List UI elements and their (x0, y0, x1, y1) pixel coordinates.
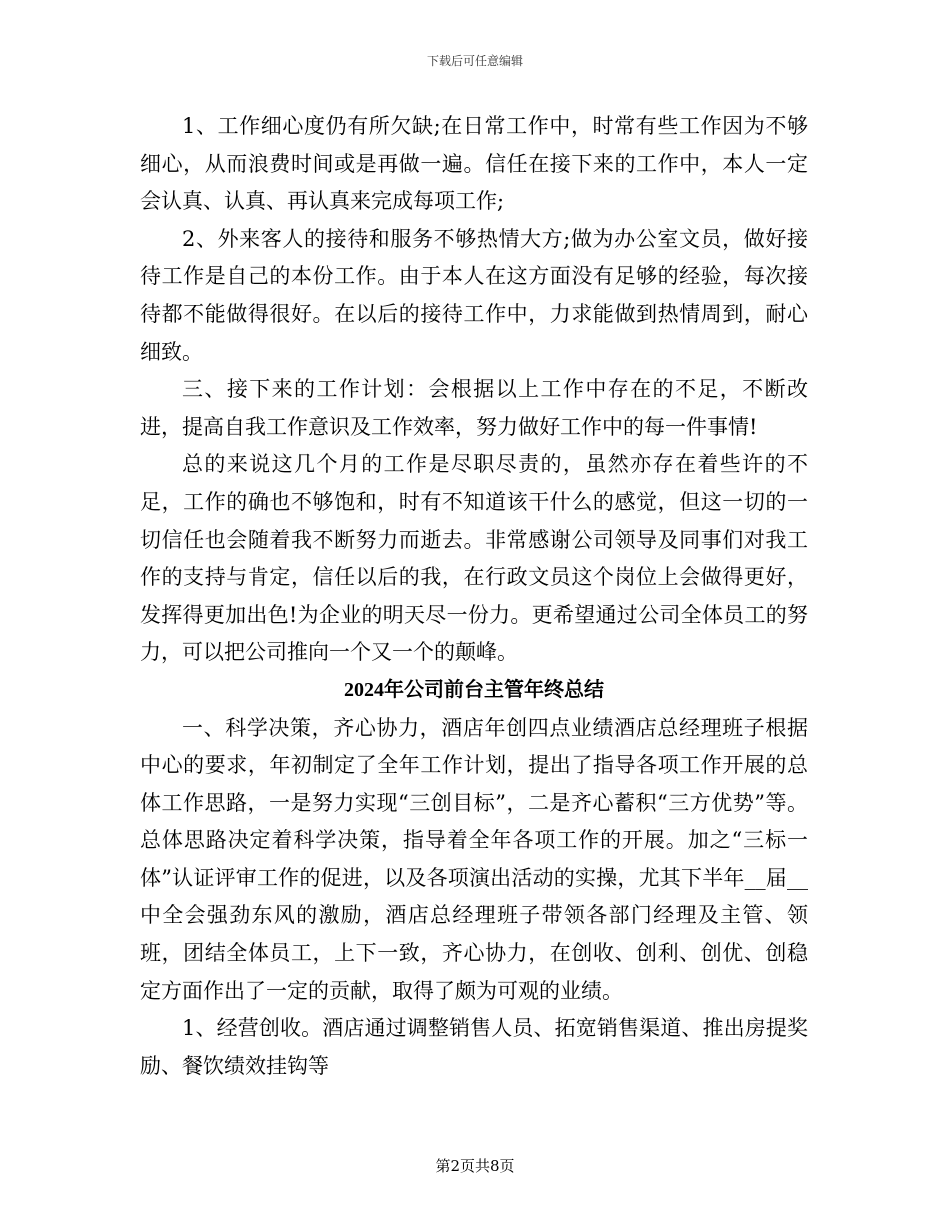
page-number: 第2页共8页 (435, 1157, 515, 1175)
section-heading: 2024年公司前台主管年终总结 (344, 678, 604, 701)
paragraph-1: 1、工作细心度仍有所欠缺;在日常工作中，时常有些工作因为不够细心，从而浪费时间或是再做一遍。信任在接下来的工作中，本人一定会认真、认真、再认真来完成每项工作; (140, 114, 808, 214)
paragraph-5: 一、科学决策，齐心协力，酒店年创四点业绩酒店总经理班子根据中心的要求，年初制定了全年工作计划，提出了指导各项工作开展的总体工作思路，一是努力实现“三创目标”，二是齐心蓄积“三方优势”等。总体思路决定着科学决策，指导着全年各项工作的开展。加之“三标一体”认证评审工作的促进，以及各项演出活动的实操，尤其下半年__届__中全会强劲东风的激励，酒店总经理班子带领各部门经理及主管、领班，团结全体员工，上下一致，齐心协力，在创收、创利、创优、创稳定方面作出了一定的贡献，取得了颇为可观的业绩。 (140, 715, 808, 1003)
paragraph-2: 2、外来客人的接待和服务不够热情大方;做为办公室文员，做好接待工作是自己的本份工作。由于本人在这方面没有足够的经验，每次接待都不能做得很好。在以后的接待工作中，力求能做到热情周到，耐心细致。 (140, 226, 808, 364)
paragraph-6: 1、经营创收。酒店通过调整销售人员、拓宽销售渠道、推出房提奖励、餐饮绩效挂钩等 (140, 1016, 808, 1078)
paragraph-3: 三、接下来的工作计划：会根据以上工作中存在的不足，不断改进，提高自我工作意识及工作效率，努力做好工作中的每一件事情! (140, 377, 808, 439)
header-note: 下载后可任意编辑 (426, 54, 523, 68)
body-text (140, 108, 808, 1085)
paragraph-4: 总的来说这几个月的工作是尽职尽责的，虽然亦存在着些许的不足，工作的确也不够饱和，时有不知道该干什么的感觉，但这一切的一切信任也会随着我不断努力而逝去。非常感谢公司领导及同事们对我工作的支持与肯定，信任以后的我，在行政文员这个岗位上会做得更好，发挥得更加出色!为企业的明天尽一份力。更希望通过公司全体员工的努力，可以把公司推向一个又一个的颠峰。 (140, 452, 808, 665)
